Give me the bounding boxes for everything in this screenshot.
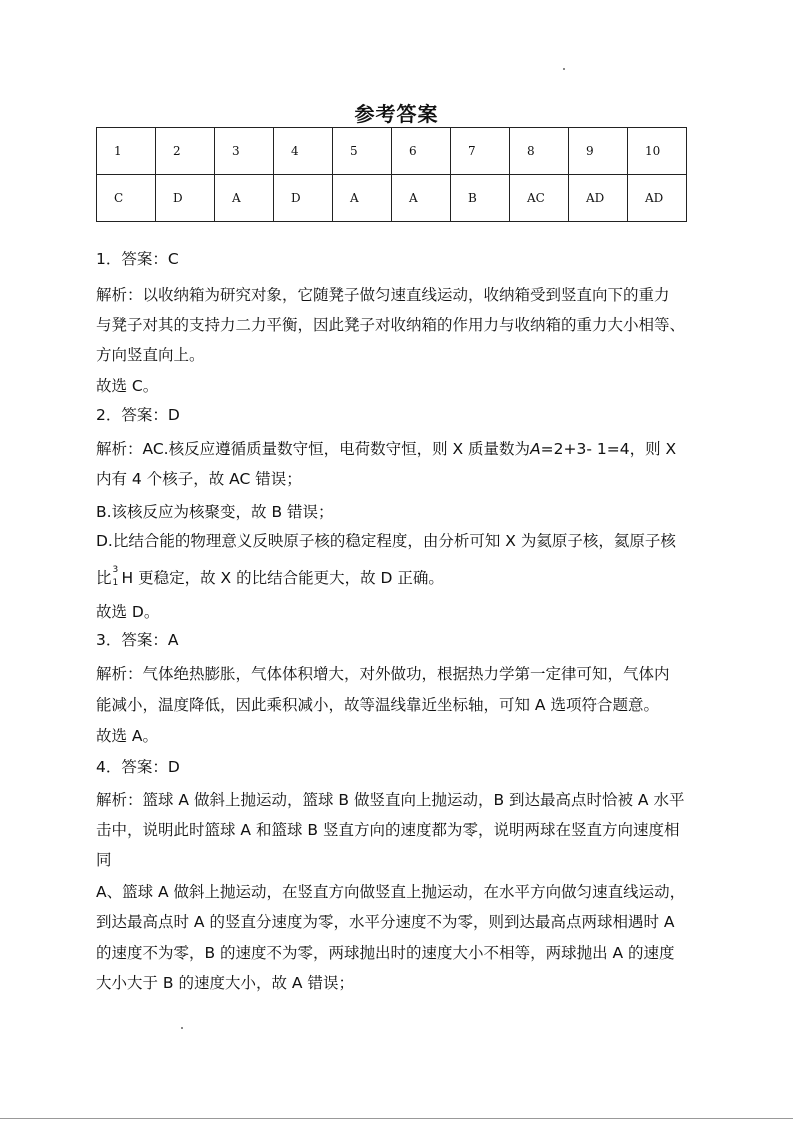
table-cell: 8 (510, 128, 569, 175)
q4-line: 的速度不为零，B 的速度不为零，两球抛出时的速度大小不相等，两球抛出 A 的速度 (96, 944, 675, 962)
q1-line: 与凳子对其的支持力二力平衡，因此凳子对收纳箱的作用力与收纳箱的重力大小相等、 (96, 316, 686, 334)
q4-heading: 4．答案：D (96, 758, 180, 776)
table-cell: 10 (628, 128, 687, 175)
table-cell: AD (569, 175, 628, 222)
q1-line: 解析：以收纳箱为研究对象，它随凳子做匀速直线运动，收纳箱受到竖直向下的重力 (96, 286, 670, 304)
table-cell: 9 (569, 128, 628, 175)
page-bottom-edge (0, 1118, 793, 1119)
table-cell: A (333, 175, 392, 222)
q3-conclusion: 故选 A。 (96, 727, 159, 745)
q2-line (96, 434, 706, 465)
q3-heading: 3．答案：A (96, 631, 179, 649)
q2-heading: 2．答案：D (96, 406, 180, 424)
answer-row (97, 175, 687, 222)
q4-line: 到达最高点时 A 的竖直分速度为零，水平分速度不为零，则到达最高点两球相遇时 A (96, 913, 675, 931)
q2-line: D.比结合能的物理意义反映原子核的稳定程度，由分析可知 X 为氦原子核，氦原子核 (96, 532, 676, 550)
table-cell: A (392, 175, 451, 222)
table-cell: D (274, 175, 333, 222)
table-cell: A (215, 175, 274, 222)
q4-line: 解析：篮球 A 做斜上抛运动，篮球 B 做竖直向上抛运动，B 到达最高点时恰被 A 水平 (96, 791, 685, 809)
q3-line: 解析：气体绝热膨胀，气体体积增大，对外做功，根据热力学第一定律可知，气体内 (96, 665, 670, 683)
q2-line: B.该核反应为核聚变，故 B 错误； (96, 503, 334, 521)
table-cell: 7 (451, 128, 510, 175)
atomic-number: 1 (112, 577, 119, 588)
question-number-row (97, 128, 687, 175)
scan-speck-top (563, 68, 565, 70)
q1-line: 方向竖直向上。 (96, 346, 205, 364)
table-cell: 6 (392, 128, 451, 175)
q1-conclusion: 故选 C。 (96, 377, 159, 395)
q4-line: A、篮球 A 做斜上抛运动，在竖直方向做竖直上抛运动，在水平方向做匀速直线运动， (96, 883, 686, 901)
q4-line: 击中，说明此时篮球 A 和篮球 B 竖直方向的速度都为零，说明两球在竖直方向速度相 (96, 821, 680, 839)
table-cell: B (451, 175, 510, 222)
mass-number-symbol: A (530, 440, 541, 458)
table-cell: 2 (156, 128, 215, 175)
table-cell: 5 (333, 128, 392, 175)
table-cell: D (156, 175, 215, 222)
q1-heading: 1．答案：C (96, 250, 179, 268)
q2-line (96, 563, 706, 594)
table-cell: C (97, 175, 156, 222)
element-symbol: H (121, 569, 134, 587)
q2-text: =2+3- 1=4，则 X (540, 440, 677, 458)
table-cell: 3 (215, 128, 274, 175)
table-cell: 4 (274, 128, 333, 175)
mass-number: 3 (112, 564, 119, 575)
q3-line: 能减小，温度降低，因此乘积减小，故等温线靠近坐标轴，可知 A 选项符合题意。 (96, 696, 659, 714)
q2-conclusion: 故选 D。 (96, 603, 160, 621)
q2-text: 比 (96, 569, 112, 587)
tritium-notation (112, 564, 122, 588)
q2-line: 内有 4 个核子，故 AC 错误； (96, 470, 302, 488)
table-cell: AD (628, 175, 687, 222)
q2-text: 更稳定，故 X 的比结合能更大，故 D 正确。 (133, 569, 444, 587)
scan-speck-bottom (181, 1027, 183, 1029)
q4-line: 大小大于 B 的速度大小，故 A 错误； (96, 974, 354, 992)
table-cell: 1 (97, 128, 156, 175)
page-title: 参考答案 (354, 102, 439, 126)
q2-text: 解析：AC.核反应遵循质量数守恒，电荷数守恒，则 X 质量数为 (96, 440, 531, 458)
table-cell: AC (510, 175, 569, 222)
answer-key-table (96, 127, 687, 222)
q4-line: 同 (96, 851, 112, 869)
